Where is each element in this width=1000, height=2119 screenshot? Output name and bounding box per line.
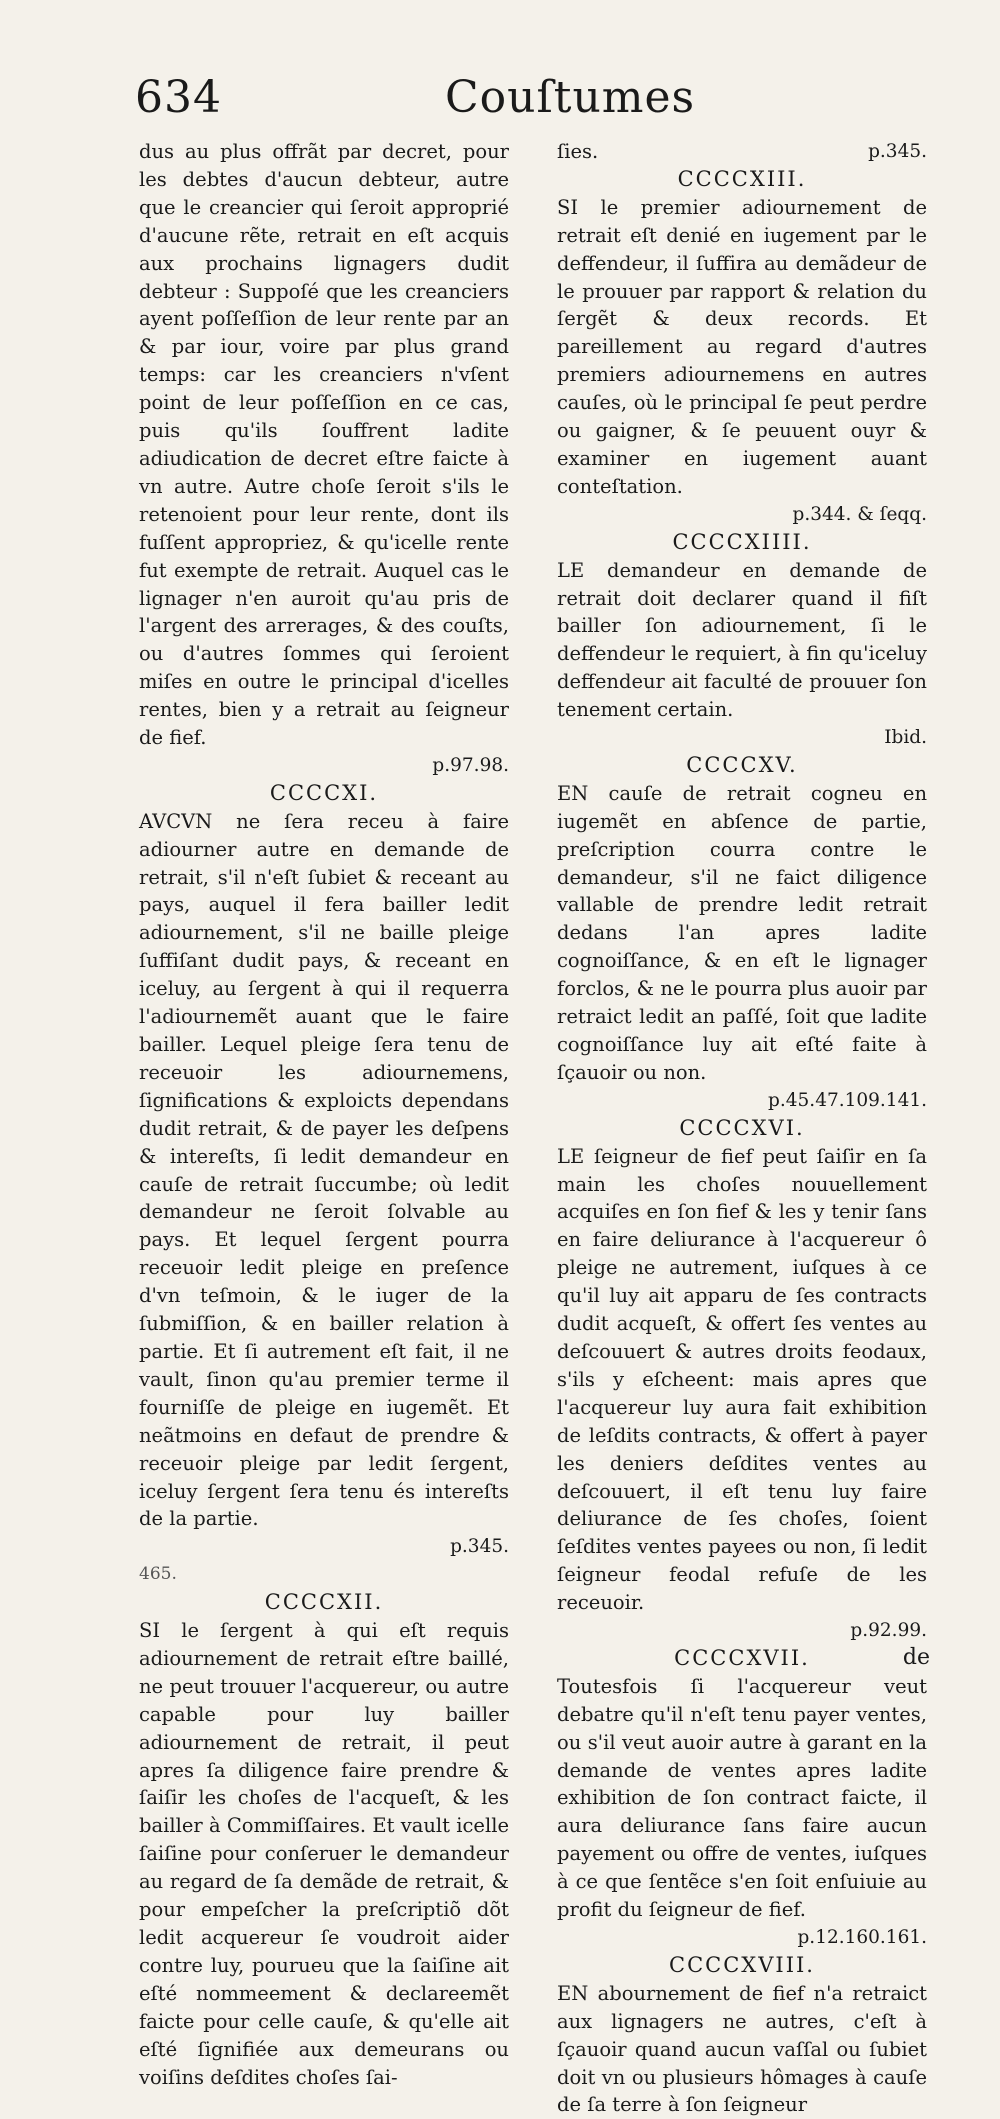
page-reference: p.97.98.	[432, 754, 509, 776]
article-text: SI le premier adiournement de retrait eſt denié en iugement par le deffendeur, il ſuffira au demãdeur de le prouuer par rapport & relation du ſergẽt & deux records. Et pareillement au regard d'autres premiers adiournemens en autres cauſes, où le principal ſe peut perdre ou gaigner, & ſe peuuent ouyr & examiner en iugement auant conteſtation.	[557, 195, 927, 498]
page-number: 634	[135, 72, 222, 123]
article-text: EN abournement de fief n'a retraict aux lignagers ne autres, c'eſt à ſçauoir quand aucun vaſſal ou ſubiet doit vn ou plusieurs hômages à cauſe de ſa terre à ſon ſeigneur	[557, 1981, 927, 2117]
article-heading: CCCCXVI.	[679, 1115, 805, 1140]
article-text: SI le ſergent à qui eſt requis adiournement de retrait eſtre baillé, ne peut trouuer l'acquereur, ou autre capable pour luy bailler adiournement de retrait, il peut apres ſa diligence faire prendre & ſaiſir les choſes de l'acqueſt, & les bailler à Commiſſaires. Et vault icelle ſaiſine pour conſeruer le demandeur au regard de ſa demãde de retrait, & pour empeſcher la preſcriptiõ dõt ledit acquereur ſe voudroit aider contre luy, pourueu que la ſaiſine ait eſté nommeement & declareemẽt faicte pour celle cauſe, & qu'elle ait eſté ſignifiée aux demeurans ou voiſins deſdites choſes ſai-	[139, 1619, 509, 2089]
page-reference: p.45.47.109.141.	[768, 1089, 927, 1111]
article-heading: CCCCXVII.	[674, 1645, 810, 1670]
running-title: Couſtumes	[445, 72, 696, 123]
page-reference: Ibid.	[884, 727, 927, 749]
page-reference: p.92.99.	[850, 1620, 927, 1642]
margin-note: 465.	[139, 1564, 177, 1585]
page-reference: p.345.	[450, 1536, 509, 1558]
paragraph-continuation: ſies.	[557, 140, 599, 163]
page-reference: p.12.160.161.	[797, 1927, 927, 1949]
article-text: AVCVN ne ſera receu à faire adiourner autre en demande de retrait, s'il n'eſt ſubiet & receant au pays, auquel il fera bailler ledit adiournement, s'il ne baille pleige ſuffiſant dudit pays, & receant en iceluy, au ſergent à qui il requerra l'adiournemẽt auant que le faire bailler. Lequel pleige ſera tenu de receuoir les adiournemens, ſignifications & exploicts dependans dudit retrait, & de payer les deſpens & intereſts, ſi ledit demandeur en cauſe de retrait ſuccumbe; où ledit demandeur ne ſeroit ſolvable au pays. Et lequel ſergent pourra receuoir ledit pleige en preſence d'vn teſmoin, & le iuger de la ſubmiſſion, & en bailler relation à partie. Et ſi autrement eſt fait, il ne vault, ſinon qu'au premier terme il fourniſſe de pleige en iugemẽt. Et neãtmoins en defaut de prendre & receuoir pleige par ledit ſergent, iceluy ſergent ſera tenu és intereſts de la partie.	[139, 809, 509, 1531]
page-reference: p.344. & ſeqq.	[792, 503, 927, 525]
article-heading: CCCCXI.	[269, 780, 379, 805]
right-column	[557, 138, 927, 2117]
left-column	[139, 138, 509, 2089]
article-heading: CCCCXV.	[686, 752, 798, 777]
catchword: de	[902, 1645, 930, 1670]
article-text: LE ſeigneur de fief peut ſaiſir en ſa main les choſes nouuellement acquiſes en ſon fief & les y tenir ſans en faire deliurance à l'acquereur ô pleige ne autrement, iuſques à ce qu'il luy ait apparu de ſes contracts dudit acqueſt, & offert ſes ventes au deſcouuert & autres droits feodaux, s'ils y eſcheent: mais apres que l'acquereur luy aura fait exhibition de leſdits contracts, & offert à payer les deniers deſdites ventes au deſcouuert, il eſt tenu luy faire deliurance de ſes choſes, ſoient ſeſdites ventes payees ou non, ſi ledit ſeigneur feodal refuſe de les receuoir.	[557, 1144, 927, 1615]
article-heading: CCCCXII.	[264, 1590, 384, 1615]
article-text: LE demandeur en demande de retrait doit declarer quand il fiſt bailler ſon adiournement, ſi le deffendeur le requiert, à fin qu'iceluy deffendeur ait faculté de prouuer ſon tenement certain.	[557, 558, 927, 722]
article-heading: CCCCXVIII.	[669, 1952, 815, 1977]
paragraph-continuation: dus au plus offrãt par decret, pour les debtes d'aucun debteur, autre que le creancier qui ſeroit approprié d'aucune rẽte, retrait en eſt acquis aux prochains lignagers dudit debteur : Suppoſé que les creanciers ayent poſſeſſion de leur rente par an & par iour, voire par plus grand temps: car les creanciers n'vſent point de leur poſſeſſion en ce cas, puis qu'ils ſouffrent ladite adiudication de decret eſtre faicte à vn autre. Autre choſe ſeroit s'ils le retenoient pour leur rente, dont ils fuſſent appropriez, & qu'icelle rente fut exempte de retrait. Auquel cas le lignager n'en auroit qu'au pris de l'argent des arrerages, & des couſts, ou d'autres ſommes qui ſeroient miſes en outre le principal d'icelles rentes, bien y a retrait au ſeigneur de fief.	[139, 140, 509, 750]
page-header	[135, 72, 935, 142]
article-heading: CCCCXIIII.	[672, 529, 812, 554]
article-heading: CCCCXIII.	[677, 166, 807, 191]
article-text: Toutesfois ſi l'acquereur veut debatre qu'il n'eſt tenu payer ventes, ou s'il veut auoir autre à garant en la demande de ventes apres ladite exhibition de ſon contract faicte, il aura deliurance ſans faire aucun payement ou offre de ventes, iuſques à ce que ſentẽce s'en ſoit enſuiuie au profit du ſeigneur de fief.	[557, 1674, 927, 1922]
page-reference: p.345.	[868, 141, 927, 163]
article-text: EN cauſe de retrait cogneu en iugemẽt en abſence de partie, preſcription courra contre le demandeur, s'il ne faict diligence vallable de prendre ledit retrait dedans l'an apres ladite cognoiſſance, & en eſt le lignager forclos, & ne le pourra plus auoir par retraict ledit an paſſé, ſoit que ladite cognoiſſance luy ait eſté faite à ſçauoir ou non.	[557, 781, 927, 1084]
